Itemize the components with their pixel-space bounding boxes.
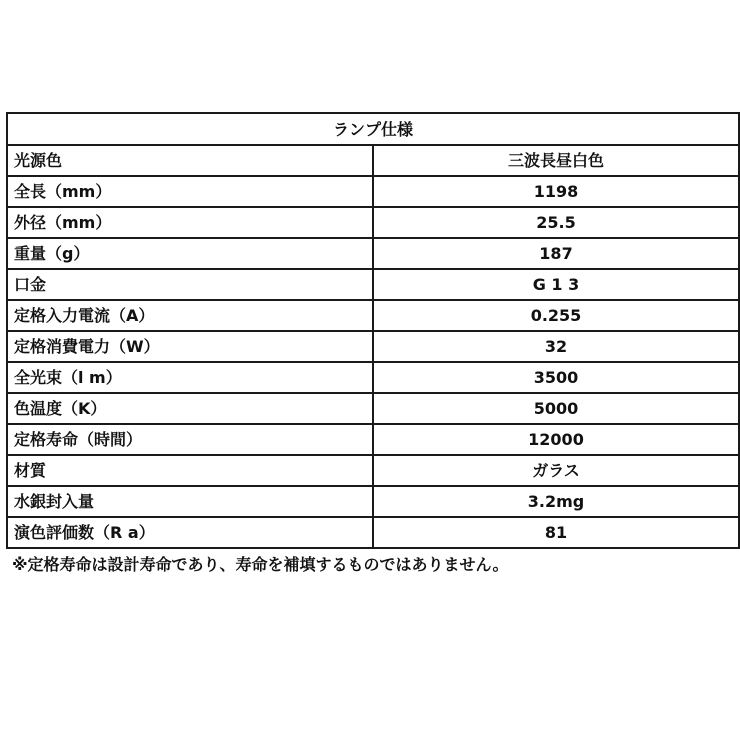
spec-label: 重量（g） <box>7 238 373 269</box>
spec-value: 0.255 <box>373 300 739 331</box>
table-row <box>7 269 739 300</box>
spec-label: 材質 <box>7 455 373 486</box>
table-row <box>7 145 739 176</box>
table-row <box>7 517 739 548</box>
spec-label: 定格寿命（時間） <box>7 424 373 455</box>
table-title-row <box>7 113 739 145</box>
spec-label: 色温度（K） <box>7 393 373 424</box>
spec-value: 187 <box>373 238 739 269</box>
spec-label: 定格消費電力（W） <box>7 331 373 362</box>
spec-label: 全光束（l m） <box>7 362 373 393</box>
spec-value: 3500 <box>373 362 739 393</box>
table-title: ランプ仕様 <box>7 113 739 145</box>
spec-label: 口金 <box>7 269 373 300</box>
spec-value: 81 <box>373 517 739 548</box>
spec-value: 三波長昼白色 <box>373 145 739 176</box>
footnote: ※定格寿命は設計寿命であり、寿命を補填するものではありません。 <box>12 555 509 574</box>
spec-label: 定格入力電流（A） <box>7 300 373 331</box>
spec-value: G 1 3 <box>373 269 739 300</box>
spec-value: 12000 <box>373 424 739 455</box>
spec-label: 全長（mm） <box>7 176 373 207</box>
spec-value: 32 <box>373 331 739 362</box>
table-row <box>7 393 739 424</box>
table-row <box>7 238 739 269</box>
spec-sheet <box>6 112 740 575</box>
lamp-spec-table <box>6 112 740 549</box>
table-row <box>7 362 739 393</box>
spec-value: 3.2mg <box>373 486 739 517</box>
spec-value: 5000 <box>373 393 739 424</box>
table-row <box>7 455 739 486</box>
spec-value: ガラス <box>373 455 739 486</box>
spec-label: 水銀封入量 <box>7 486 373 517</box>
table-row <box>7 176 739 207</box>
spec-label: 光源色 <box>7 145 373 176</box>
table-row <box>7 207 739 238</box>
table-row <box>7 300 739 331</box>
table-row <box>7 424 739 455</box>
spec-value: 25.5 <box>373 207 739 238</box>
spec-label: 演色評価数（R a） <box>7 517 373 548</box>
spec-value: 1198 <box>373 176 739 207</box>
table-row <box>7 331 739 362</box>
table-row <box>7 486 739 517</box>
spec-label: 外径（mm） <box>7 207 373 238</box>
